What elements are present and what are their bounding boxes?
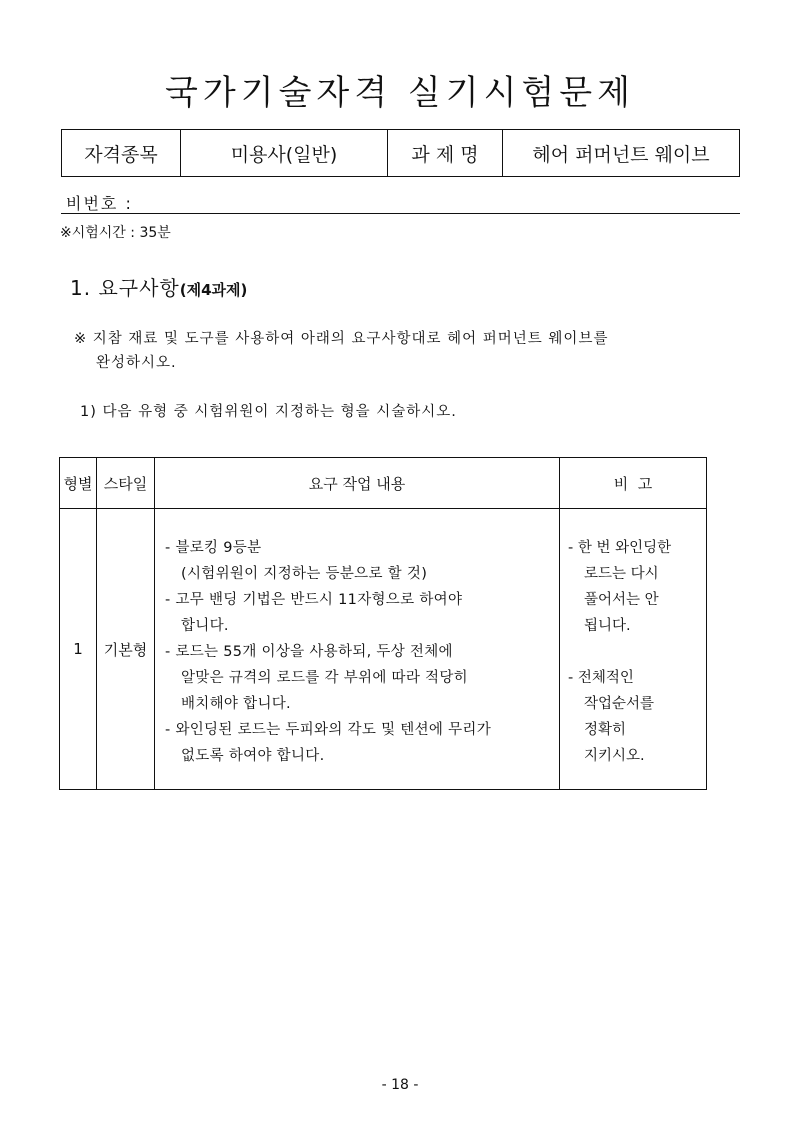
exam-info-row xyxy=(62,130,740,177)
task-label: 과 제 명 xyxy=(388,130,503,177)
remark-2-cont-2: 정확히 xyxy=(584,722,627,738)
remark-spacer xyxy=(568,639,706,665)
remark-1: - 한 번 와인딩한 xyxy=(568,540,672,556)
remark-1-cont-1: 로드는 다시 xyxy=(584,566,659,582)
candidate-number-label: 비번호 : xyxy=(66,194,133,213)
content-item-2: - 고무 밴딩 기법은 반드시 11자형으로 하여야 xyxy=(165,592,463,608)
content-item-3: - 로드는 55개 이상을 사용하되, 두상 전체에 xyxy=(165,644,453,660)
remark-2-cont-1: 작업순서를 xyxy=(584,696,655,712)
section-heading xyxy=(70,272,247,301)
header-type: 형별 xyxy=(60,458,97,509)
instruction: 1) 다음 유형 중 시험위원이 지정하는 형을 시술하시오. xyxy=(80,404,457,420)
header-remarks: 비 고 xyxy=(560,458,707,509)
notice-line-1: ※ 지참 재료 및 도구를 사용하여 아래의 요구사항대로 헤어 퍼머넌트 웨이브를 xyxy=(74,331,609,347)
content-item-3-cont-2: 배치해야 합니다. xyxy=(181,696,291,712)
header-divider xyxy=(61,213,740,214)
remark-2: - 전체적인 xyxy=(568,670,634,686)
field-label: 자격종목 xyxy=(62,130,181,177)
content-item-4: - 와인딩된 로드는 두피와의 각도 및 텐션에 무리가 xyxy=(165,722,492,738)
row-content xyxy=(155,509,560,790)
exam-info-table xyxy=(61,129,740,177)
section-title: 요구사항 xyxy=(98,276,180,300)
content-item-1: - 블로킹 9등분 xyxy=(165,540,262,556)
remark-1-cont-2: 풀어서는 안 xyxy=(584,592,659,608)
header-content: 요구 작업 내용 xyxy=(155,458,560,509)
table-header-row xyxy=(60,458,707,509)
section-subtitle: (제4과제) xyxy=(179,281,248,299)
content-item-1-cont: (시험위원이 지정하는 등분으로 할 것) xyxy=(181,566,428,582)
remark-1-cont-3: 됩니다. xyxy=(584,618,631,634)
exam-time: ※시험시간 : 35분 xyxy=(60,225,171,241)
requirements-table xyxy=(59,457,707,790)
remark-2-cont-3: 지키시오. xyxy=(584,748,645,764)
task-value: 헤어 퍼머넌트 웨이브 xyxy=(503,130,740,177)
content-item-3-cont-1: 알맞은 규격의 로드를 각 부위에 따라 적당히 xyxy=(181,670,468,686)
row-style: 기본형 xyxy=(97,509,155,790)
notice-line-2: 완성하시오. xyxy=(96,355,177,371)
table-row xyxy=(60,509,707,790)
row-type: 1 xyxy=(60,509,97,790)
header-style: 스타일 xyxy=(97,458,155,509)
content-item-2-cont: 합니다. xyxy=(181,618,229,634)
section-number: 1. xyxy=(70,276,92,300)
notice xyxy=(74,327,694,375)
content-item-4-cont: 없도록 하여야 합니다. xyxy=(181,748,325,764)
document-title: 국가기술자격 실기시험문제 xyxy=(165,73,635,113)
field-value: 미용사(일반) xyxy=(181,130,388,177)
page-number: - 18 - xyxy=(381,1077,419,1093)
row-remarks xyxy=(560,509,707,790)
